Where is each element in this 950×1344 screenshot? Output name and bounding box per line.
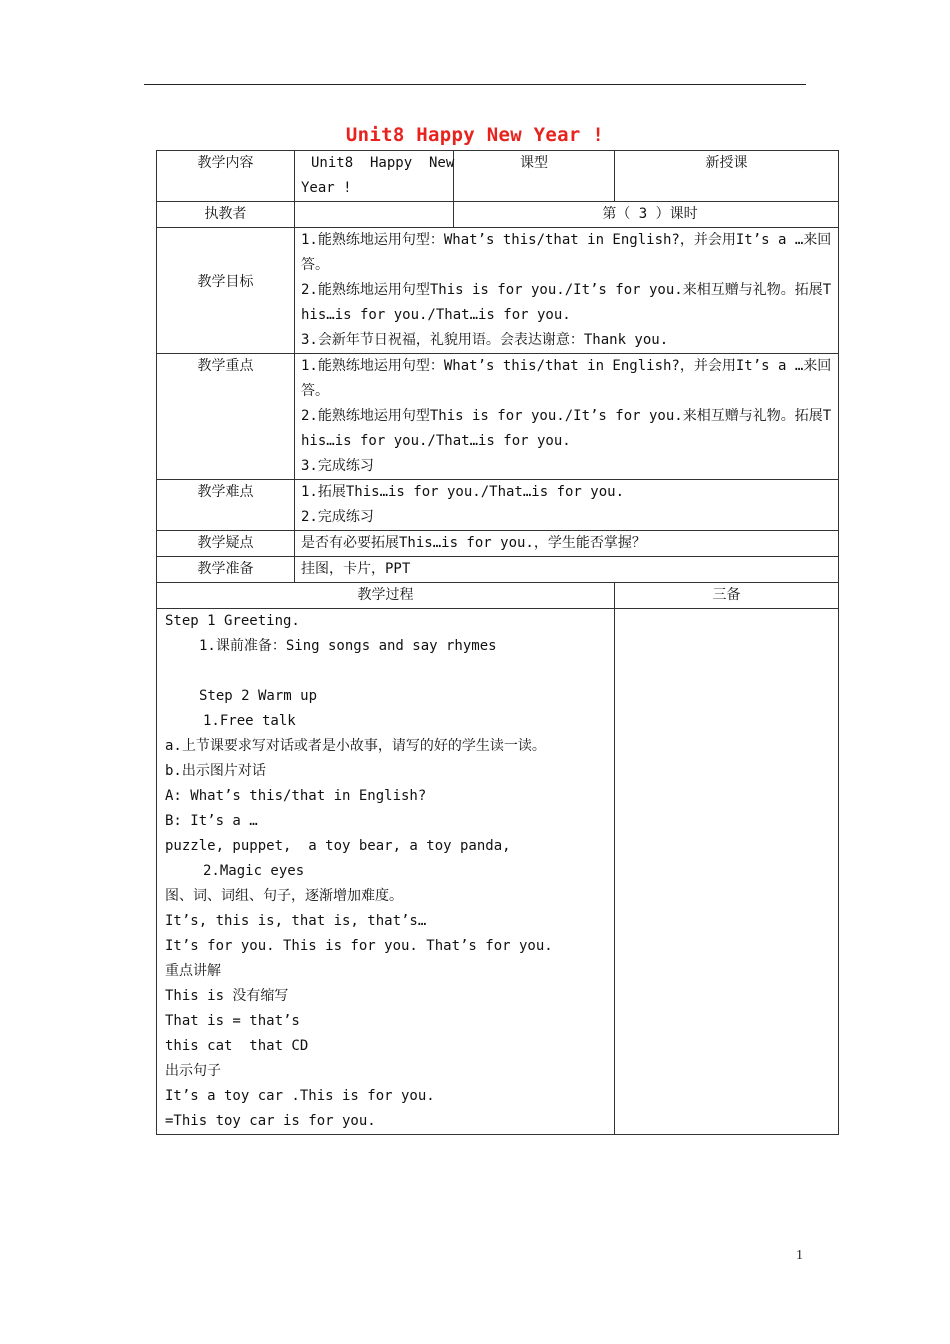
header-rule (144, 84, 806, 85)
process-line: It’s a toy car .This is for you. (165, 1088, 435, 1104)
difficulty-line: 2.完成练习 (301, 509, 374, 525)
objective-line: 3.会新年节日祝福，礼貌用语。会表达谢意：Thank you. (301, 332, 669, 348)
key-points-row (157, 354, 839, 480)
process-line: Step 2 Warm up (199, 688, 318, 704)
objectives-row (157, 228, 839, 354)
doubts-value: 是否有必要拓展This…is for you.，学生能否掌握？ (295, 531, 839, 557)
teacher-value (295, 202, 454, 228)
process-line: B: It’s a … (165, 813, 258, 829)
objectives-label: 教学目标 (157, 228, 295, 354)
process-line: Step 1 Greeting. (165, 613, 300, 629)
difficulties-content (295, 480, 839, 531)
period-cell (454, 202, 839, 228)
process-line: 出示句子 (165, 1063, 221, 1079)
process-line: 重点讲解 (165, 963, 221, 979)
preparation-row (157, 557, 839, 583)
type-label: 课型 (454, 151, 615, 202)
process-header-right: 三备 (615, 583, 839, 609)
content-value (295, 151, 454, 202)
process-line: a.上节课要求写对话或者是小故事，请写的好的学生读一读。 (165, 738, 546, 754)
content-label: 教学内容 (157, 151, 295, 202)
process-line: 图、词、词组、句子，逐渐增加难度。 (165, 888, 403, 904)
process-body-row (157, 609, 839, 1135)
process-blank-line (165, 659, 610, 684)
process-line: This is 没有缩写 (165, 988, 289, 1004)
process-line: It’s, this is, that is, that’s… (165, 913, 427, 929)
key-point-line: 3.完成练习 (301, 458, 374, 474)
process-line: this cat that CD (165, 1038, 309, 1054)
difficulties-label: 教学难点 (157, 480, 295, 531)
difficulty-line: 1.拓展This…is for you./That…is for you. (301, 484, 625, 500)
process-header-row (157, 583, 839, 609)
page-title: Unit8 Happy New Year ! (345, 124, 605, 146)
preparation-label: 教学准备 (157, 557, 295, 583)
process-line: 1.Free talk (203, 713, 296, 729)
process-line: It’s for you. This is for you. That’s for you. (165, 938, 553, 954)
key-point-line: 1.能熟练地运用句型：What’s this/that in English?，并会用It’s a …来回答。 (301, 358, 832, 399)
key-points-content (295, 354, 839, 480)
process-line: 2.Magic eyes (203, 863, 305, 879)
difficulties-row (157, 480, 839, 531)
lesson-plan-table (156, 150, 839, 1135)
process-line: 1.课前准备：Sing songs and say rhymes (199, 638, 497, 654)
objectives-content (295, 228, 839, 354)
process-line: That is = that’s (165, 1013, 300, 1029)
objective-line: 1.能熟练地运用句型：What’s this/that in English?，并会用It’s a …来回答。 (301, 232, 832, 273)
process-line: A: What’s this/that in English? (165, 788, 427, 804)
process-header-left: 教学过程 (157, 583, 615, 609)
type-value: 新授课 (615, 151, 839, 202)
content-value-line1: Unit8 Happy New (311, 155, 455, 171)
content-value-line2: Year ! (301, 180, 352, 196)
key-point-line: 2.能熟练地运用句型This is for you./It’s for you.来相互赠与礼物。拓展This…is for you./That…is for you. (301, 408, 832, 449)
process-line: b.出示图片对话 (165, 763, 266, 779)
teacher-row (157, 202, 839, 228)
key-points-label: 教学重点 (157, 354, 295, 480)
process-line: puzzle, puppet, a toy bear, a toy panda, (165, 838, 511, 854)
objective-line: 2.能熟练地运用句型This is for you./It’s for you.来相互赠与礼物。拓展This…is for you./That…is for you. (301, 282, 832, 323)
process-line: =This toy car is for you. (165, 1113, 376, 1129)
doubts-label: 教学疑点 (157, 531, 295, 557)
teacher-label: 执教者 (157, 202, 295, 228)
period-text: 第（ 3 ）课时 (602, 206, 698, 222)
process-content (157, 609, 615, 1135)
doubts-row (157, 531, 839, 557)
process-notes-cell (615, 609, 839, 1135)
page-number: 1 (796, 1248, 803, 1263)
preparation-value: 挂图，卡片，PPT (295, 557, 839, 583)
content-row (157, 151, 839, 202)
